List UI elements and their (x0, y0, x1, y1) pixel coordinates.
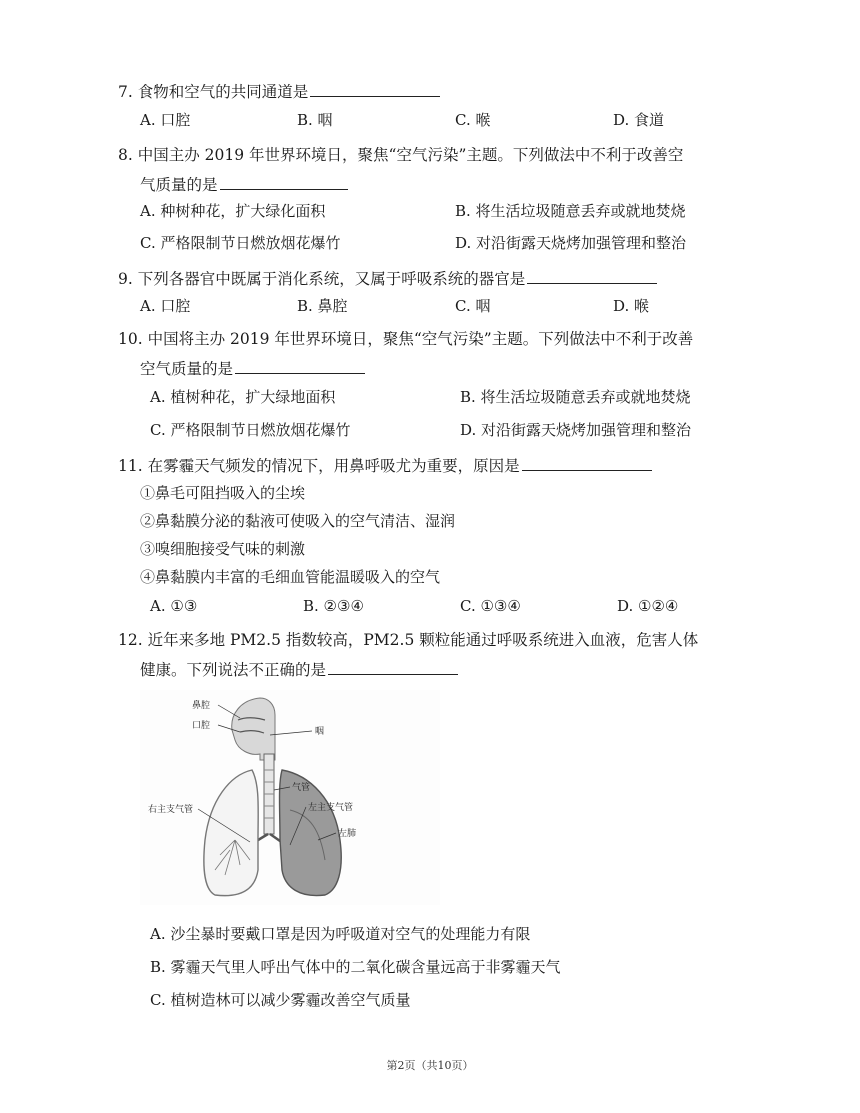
q11-statement-4: ④鼻黏膜内丰富的毛细血管能温暖吸入的空气 (140, 568, 441, 586)
q10-option-c: C. 严格限制节日燃放烟花爆竹 (150, 421, 351, 439)
q10-option-d: D. 对沿街露天烧烤加强管理和整治 (460, 421, 692, 439)
answer-blank (235, 357, 365, 374)
question-10-stem-line2 (140, 357, 365, 380)
q7-option-b: B. 咽 (297, 111, 333, 129)
answer-blank (310, 80, 440, 97)
question-9-stem (118, 267, 657, 290)
q9-option-c: C. 咽 (455, 297, 491, 315)
label-right-main-bronchus: 右主支气管 (148, 805, 194, 815)
question-7-text: 7. 食物和空气的共同通道是 (118, 83, 309, 101)
label-pharynx: 咽 (315, 727, 325, 737)
q11-option-d: D. ①②④ (617, 597, 679, 615)
question-11-stem (118, 454, 652, 477)
label-left-lung: 左肺 (338, 829, 357, 839)
q9-option-b: B. 鼻腔 (297, 297, 348, 315)
q12-option-a: A. 沙尘暴时要戴口罩是因为呼吸道对空气的处理能力有限 (150, 925, 531, 943)
q8-option-c: C. 严格限制节日燃放烟花爆竹 (140, 234, 341, 252)
q11-statement-2: ②鼻黏膜分泌的黏液可使吸入的空气清洁、湿润 (140, 512, 456, 530)
q11-statement-1: ①鼻毛可阻挡吸入的尘埃 (140, 484, 306, 502)
answer-blank (220, 173, 348, 190)
question-10-stem-line1: 10. 中国将主办 2019 年世界环境日，聚焦“空气污染”主题。下列做法中不利于改善 (118, 330, 694, 348)
question-10-text: 空气质量的是 (140, 360, 234, 378)
q7-option-a: A. 口腔 (140, 111, 191, 129)
question-9-text: 9. 下列各器官中既属于消化系统，又属于呼吸系统的器官是 (118, 270, 526, 288)
question-11-text: 11. 在雾霾天气频发的情况下，用鼻呼吸尤为重要，原因是 (118, 457, 520, 475)
question-12-text: 健康。下列说法不正确的是 (140, 661, 327, 679)
q11-option-c: C. ①③④ (460, 597, 521, 615)
question-8-stem-line1: 8. 中国主办 2019 年世界环境日，聚焦“空气污染”主题。下列做法中不利于改善空 (118, 146, 684, 164)
answer-blank (527, 267, 657, 284)
q10-option-b: B. 将生活垃圾随意丢弃或就地焚烧 (460, 388, 691, 406)
q12-option-b: B. 雾霾天气里人呼出气体中的二氧化碳含量远高于非雾霾天气 (150, 958, 561, 976)
question-8-stem-line2 (140, 173, 348, 196)
label-left-main-bronchus: 左主支气管 (308, 803, 354, 813)
label-trachea: 气管 (292, 783, 311, 793)
q9-option-d: D. 喉 (613, 297, 650, 315)
q11-option-a: A. ①③ (150, 597, 198, 615)
page-footer: 第2页（共10页） (386, 1059, 474, 1072)
q7-option-c: C. 喉 (455, 111, 491, 129)
answer-blank (328, 658, 458, 675)
respiratory-system-diagram (140, 690, 440, 905)
label-oral-cavity: 口腔 (192, 721, 211, 731)
question-8-text: 气质量的是 (140, 176, 218, 194)
q11-statement-3: ③嗅细胞接受气味的刺激 (140, 540, 306, 558)
q10-option-a: A. 植树种花，扩大绿地面积 (150, 388, 336, 406)
q8-option-d: D. 对沿街露天烧烤加强管理和整治 (455, 234, 687, 252)
q8-option-b: B. 将生活垃圾随意丢弃或就地焚烧 (455, 202, 686, 220)
answer-blank (522, 454, 652, 471)
q11-option-b: B. ②③④ (303, 597, 364, 615)
q8-option-a: A. 种树种花，扩大绿化面积 (140, 202, 326, 220)
q9-option-a: A. 口腔 (140, 297, 191, 315)
question-7-stem (118, 80, 440, 103)
question-12-stem-line2 (140, 658, 458, 681)
q7-option-d: D. 食道 (613, 111, 665, 129)
label-nasal-cavity: 鼻腔 (192, 701, 211, 711)
question-12-stem-line1: 12. 近年来多地 PM2.5 指数较高，PM2.5 颗粒能通过呼吸系统进入血液，危害人体 (118, 631, 699, 649)
q12-option-c: C. 植树造林可以减少雾霾改善空气质量 (150, 991, 411, 1009)
